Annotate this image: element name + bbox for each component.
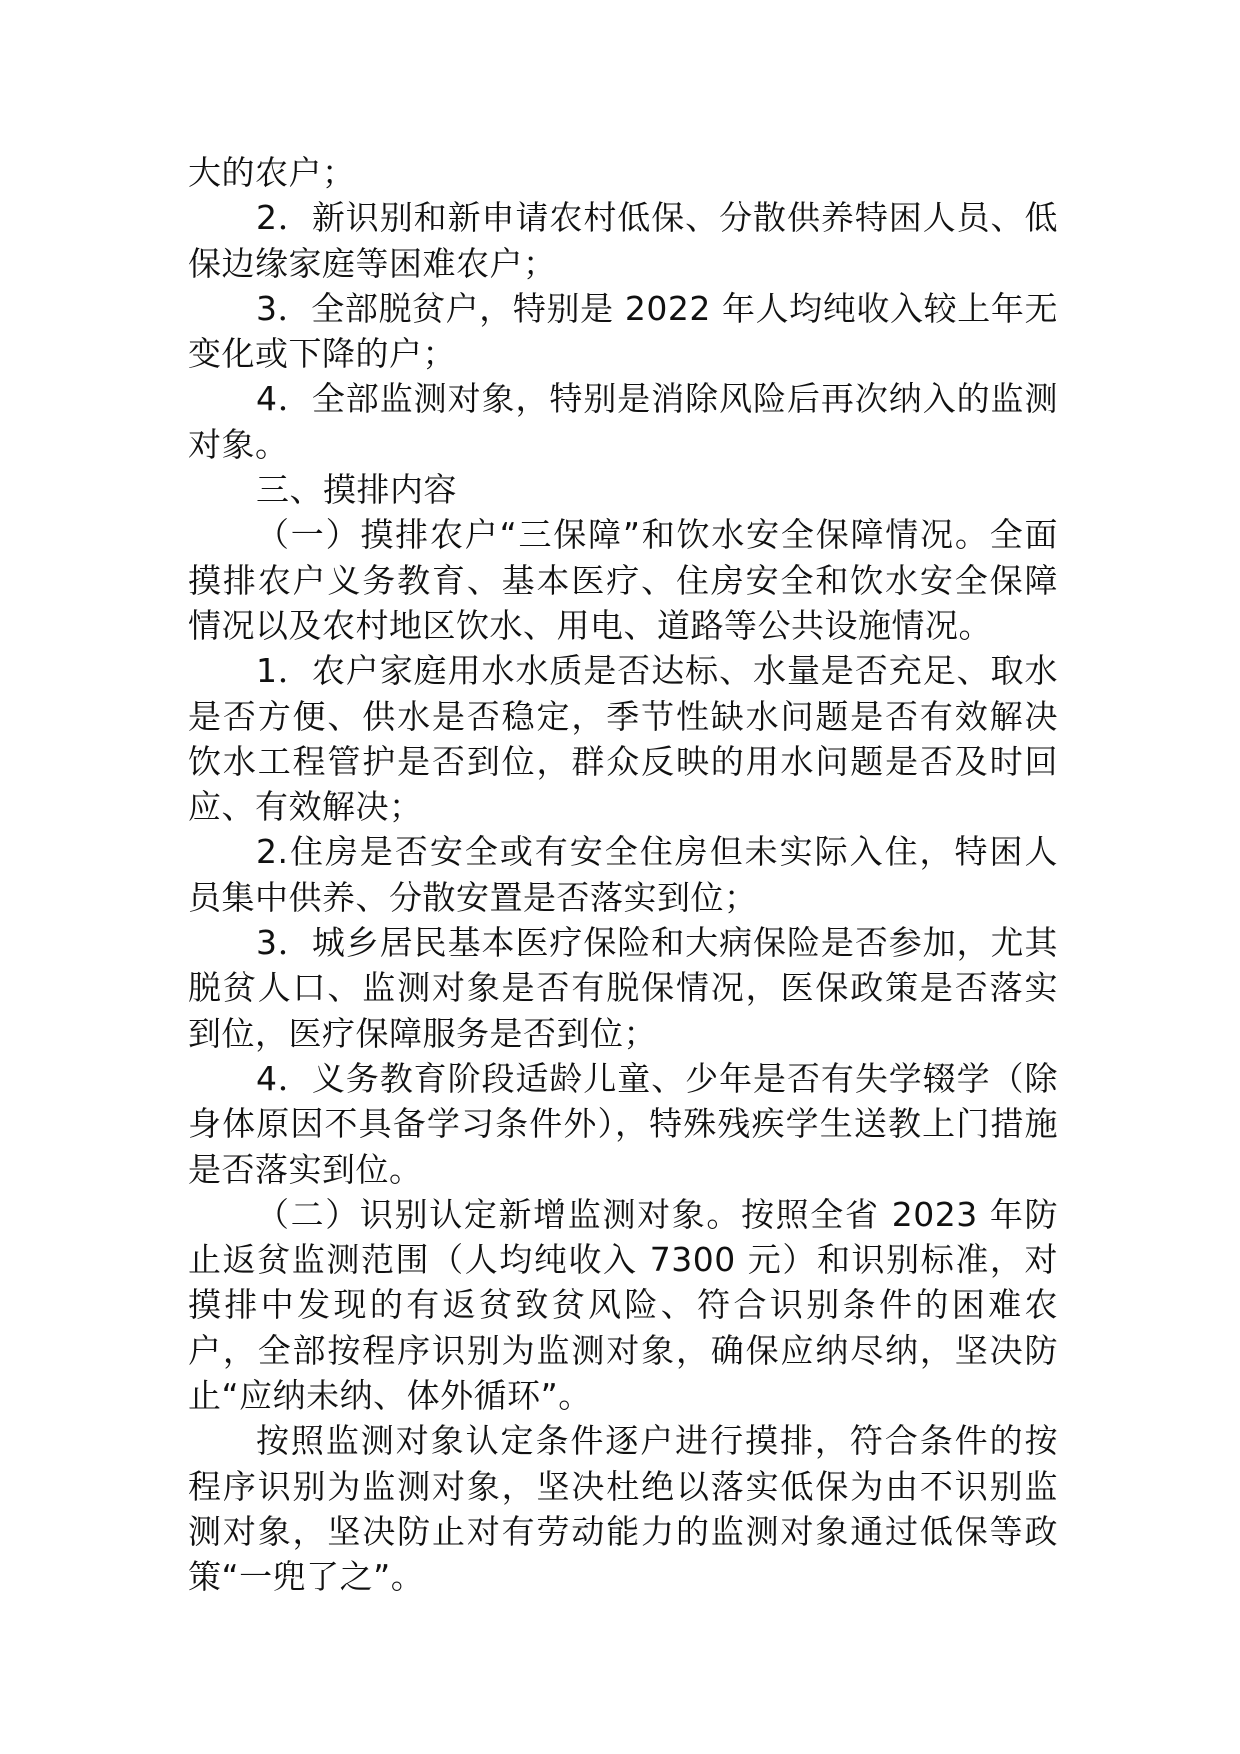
closing-paragraph: 按照监测对象认定条件逐户进行摸排，符合条件的按程序识别为监测对象，坚决杜绝以落实低保为由不识别监测对象，坚决防止对有劳动能力的监测对象通过低保等政策“一兜了之”。 — [188, 1421, 1058, 1597]
education-item: 4．义务教育阶段适龄儿童、少年是否有失学辍学（除身体原因不具备学习条件外），特殊残疾学生送教上门措施是否落实到位。 — [188, 1058, 1058, 1189]
housing-item: 2.住房是否安全或有安全住房但未实际入住，特困人员集中供养、分散安置是否落实到位； — [188, 832, 1058, 917]
medical-item: 3．城乡居民基本医疗保险和大病保险是否参加，尤其脱贫人口、监测对象是否有脱保情况，医保政策是否落实到位，医疗保障服务是否到位； — [188, 923, 1058, 1053]
list-item-2: 2．新识别和新申请农村低保、分散供养特困人员、低保边缘家庭等困难农户； — [188, 198, 1058, 283]
list-item-3: 3．全部脱贫户，特别是 2022 年人均纯收入较上年无变化或下降的户； — [188, 288, 1058, 374]
document-body — [188, 150, 1058, 1600]
section-heading: 三、摸排内容 — [256, 470, 457, 510]
subsection-1: （一）摸排农户“三保障”和饮水安全保障情况。全面摸排农户义务教育、基本医疗、住房安全和饮水安全保障情况以及农村地区饮水、用电、道路等公共设施情况。 — [188, 515, 1058, 645]
water-item: 1．农户家庭用水水质是否达标、水量是否充足、取水是否方便、供水是否稳定，季节性缺水问题是否有效解决饮水工程管护是否到位，群众反映的用水问题是否及时回应、有效解决； — [188, 651, 1058, 827]
subsection-2: （二）识别认定新增监测对象。按照全省 2023 年防止返贫监测范围（人均纯收入 7300 元）和识别标准，对摸排中发现的有返贫致贫风险、符合识别条件的困难农户，全部按程序识别为监测对象，确保应纳尽纳，坚决防止“应纳未纳、体外循环”。 — [188, 1194, 1058, 1416]
paragraph-continuation: 大的农户； — [188, 153, 356, 192]
list-item-4: 4．全部监测对象，特别是消除风险后再次纳入的监测对象。 — [188, 379, 1058, 464]
